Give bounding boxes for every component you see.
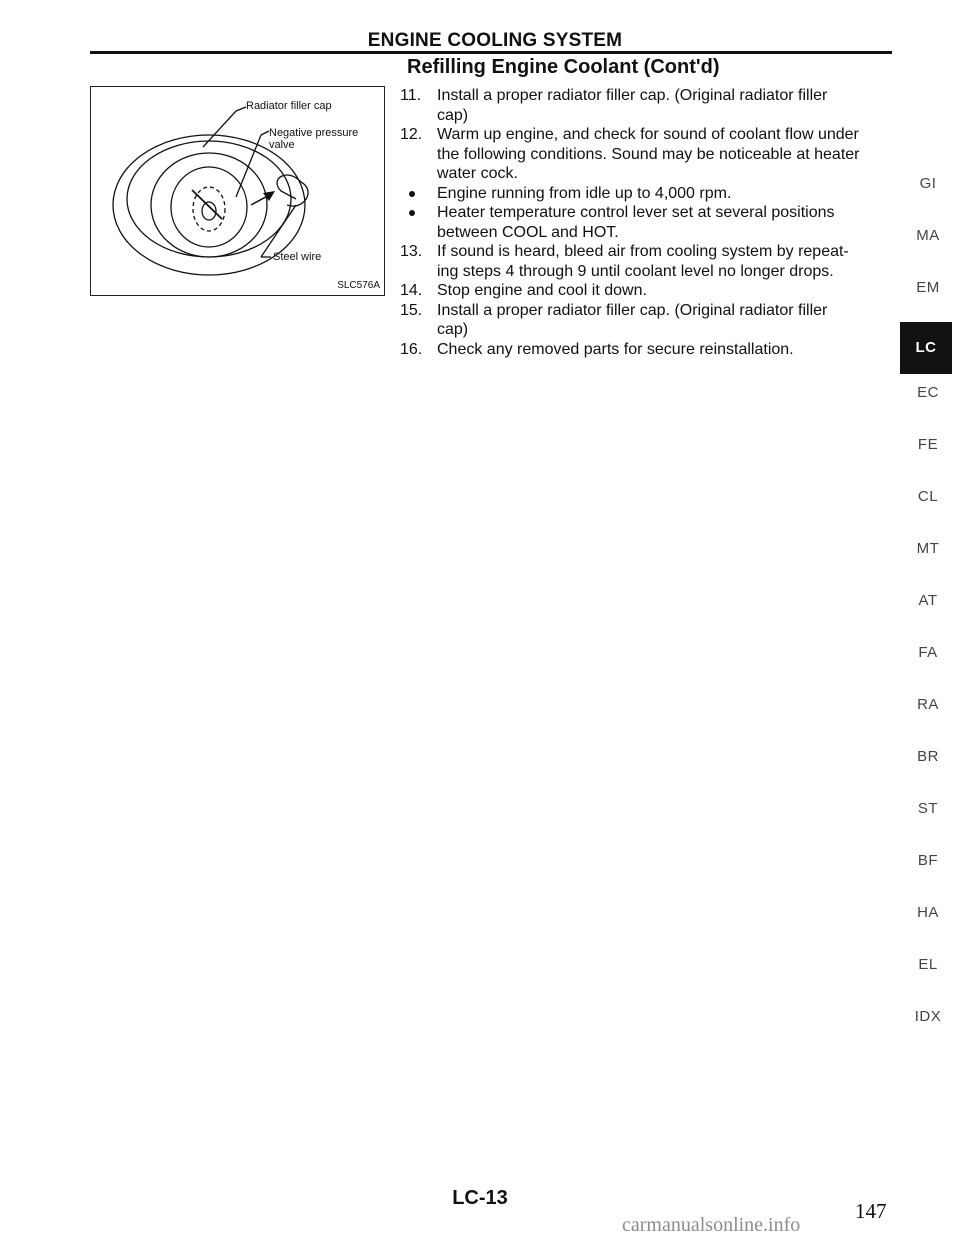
tab-el[interactable]: EL — [918, 956, 938, 973]
step-item — [400, 86, 892, 125]
label-radiator-filler-cap: Radiator filler cap — [246, 100, 332, 112]
step-text-line: Install a proper radiator filler cap. (Original radiator filler — [437, 87, 828, 104]
tab-em[interactable]: EM — [916, 279, 940, 296]
label-steel-wire: Steel wire — [273, 251, 322, 263]
tab-mt[interactable]: MT — [916, 540, 940, 557]
tab-at[interactable]: AT — [918, 592, 938, 609]
step-item — [400, 125, 892, 184]
bullet-item — [400, 203, 892, 242]
tab-lc[interactable]: LC — [900, 322, 952, 374]
tab-gi[interactable]: GI — [919, 175, 937, 192]
tab-fe[interactable]: FE — [917, 436, 939, 453]
section-index-tabs — [894, 0, 960, 1242]
step-number: 14. — [400, 282, 423, 299]
step-text-line: water cock. — [437, 165, 518, 182]
page-header — [0, 30, 960, 52]
step-number: 12. — [400, 126, 423, 143]
step-number: 16. — [400, 340, 423, 358]
radiator-cap-figure — [90, 86, 385, 296]
step-number: 13. — [400, 243, 423, 260]
tab-st[interactable]: ST — [917, 800, 939, 817]
step-text-line: Heater temperature control lever set at several positions — [437, 204, 835, 221]
section-title: Refilling Engine Coolant (Cont'd) — [407, 56, 720, 78]
footer-section-code: LC-13 — [452, 1187, 508, 1209]
step-text-line: If sound is heard, bleed air from cooling system by repeat- — [437, 243, 849, 260]
radiator-cap-illustration — [91, 87, 383, 294]
tab-bf[interactable]: BF — [917, 852, 939, 869]
tab-ec[interactable]: EC — [917, 384, 939, 401]
leader-negative-valve — [236, 135, 261, 197]
step-item — [400, 340, 892, 360]
step-text-line: Engine running from idle up to 4,000 rpm. — [437, 184, 732, 202]
step-text-line: between COOL and HOT. — [437, 223, 619, 241]
bullet-icon — [409, 191, 415, 197]
page-number: 147 — [855, 1199, 887, 1223]
step-number: 15. — [400, 301, 423, 319]
cap-center-dashed — [193, 187, 225, 231]
header-rule — [90, 51, 892, 54]
bullet-icon — [409, 210, 415, 216]
cap-inner-ring — [151, 153, 267, 257]
label-negative-pressure-line1: Negative pressure — [269, 127, 359, 139]
step-item — [400, 281, 892, 301]
tab-ha[interactable]: HA — [917, 904, 939, 921]
header-title: ENGINE COOLING SYSTEM — [367, 30, 623, 51]
step-text-line: the following conditions. Sound may be noticeable at heater — [437, 145, 860, 163]
step-text-line: Install a proper radiator filler cap. (Original radiator filler — [437, 301, 828, 319]
step-text-line: Check any removed parts for secure reinstallation. — [437, 340, 794, 358]
step-number: 11. — [400, 87, 422, 104]
step-text-line: Warm up engine, and check for sound of coolant flow under — [437, 126, 859, 143]
step-text-line: ing steps 4 through 9 until coolant level no longer drops. — [437, 262, 834, 280]
figure-code: SLC576A — [337, 280, 380, 291]
step-text-line: cap) — [437, 321, 469, 338]
step-item — [400, 242, 892, 281]
tab-br[interactable]: BR — [917, 748, 939, 765]
procedure-steps — [400, 86, 892, 359]
tab-ma[interactable]: MA — [916, 227, 940, 244]
watermark: carmanualsonline.info — [622, 1214, 801, 1236]
label-negative-pressure-line2: valve — [269, 139, 295, 151]
step-text-line: cap) — [437, 106, 469, 124]
tab-cl[interactable]: CL — [917, 488, 939, 505]
wire-inserted — [192, 190, 222, 219]
step-text-line: Stop engine and cool it down. — [437, 282, 647, 299]
tab-idx[interactable]: IDX — [914, 1008, 942, 1025]
tab-ra[interactable]: RA — [917, 696, 939, 713]
bullet-item — [400, 184, 892, 204]
tab-fa[interactable]: FA — [918, 644, 938, 661]
step-item — [400, 301, 892, 340]
